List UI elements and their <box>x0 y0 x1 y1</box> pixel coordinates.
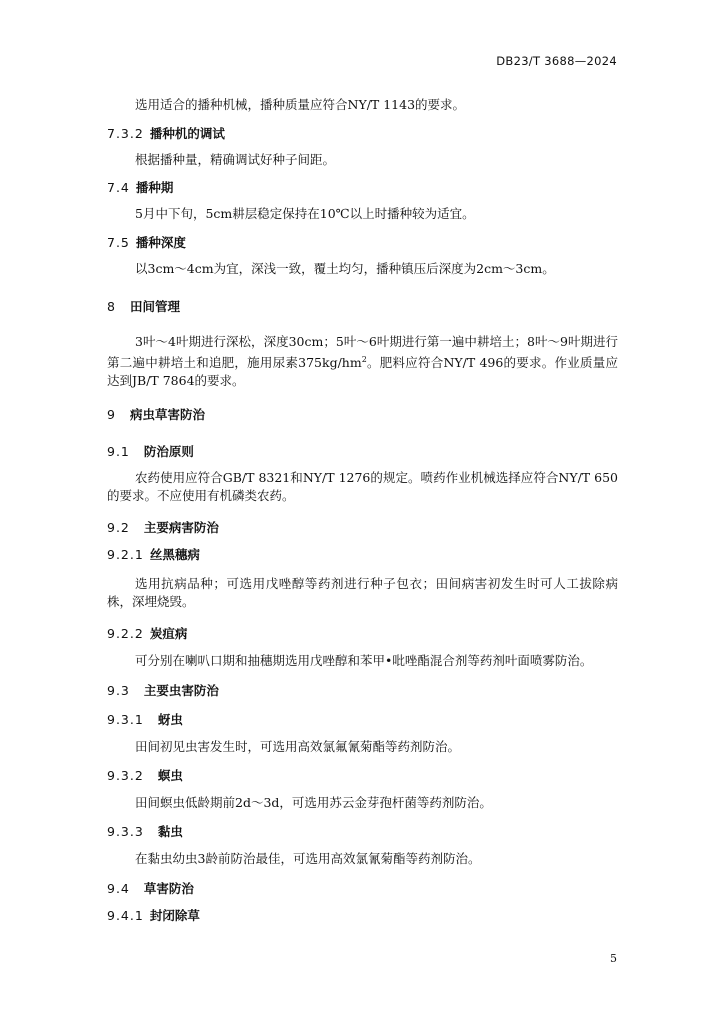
section-heading-9-1 <box>107 442 618 460</box>
section-heading-8 <box>107 297 618 315</box>
paragraph-text: 田间螟虫低龄期前2d～3d，可选用苏云金芽孢杆菌等药剂防治。 <box>135 795 492 810</box>
section-heading-7-3-2 <box>107 124 618 142</box>
section-heading-9-3-3 <box>107 822 618 840</box>
paragraph-text: 以3cm～4cm为宜，深浅一致，覆土均匀，播种镇压后深度为2cm～3cm。 <box>135 261 555 276</box>
document-code: DB23/T 3688—2024 <box>496 54 617 68</box>
paragraph-text: 选用适合的播种机械，播种质量应符合NY/T 1143的要求。 <box>135 97 466 112</box>
paragraph-text: 选用抗病品种；可选用戊唑醇等药剂进行种子包衣；田间病害初发生时可人工拔除病株，深埋烧毁。 <box>107 576 618 609</box>
heading-title: 田间管理 <box>129 299 180 314</box>
heading-number: 9.2.1 <box>107 547 144 562</box>
heading-title: 播种期 <box>135 180 174 195</box>
paragraph <box>107 260 618 278</box>
section-heading-9-3-1 <box>107 710 618 728</box>
heading-title: 黏虫 <box>157 824 183 839</box>
paragraph <box>107 333 618 390</box>
section-heading-7-4 <box>107 178 618 196</box>
heading-title: 螟虫 <box>157 768 183 783</box>
paragraph <box>107 652 618 670</box>
heading-number: 9.2 <box>107 520 130 535</box>
heading-title: 病虫草害防治 <box>129 407 205 422</box>
heading-title: 防治原则 <box>143 444 194 459</box>
heading-number: 7.3.2 <box>107 126 144 141</box>
section-heading-9-2-1 <box>107 545 618 563</box>
heading-number: 9.1 <box>107 444 130 459</box>
paragraph <box>107 96 618 114</box>
paragraph <box>107 151 618 169</box>
superscript: 2 <box>361 355 367 364</box>
paragraph-text: 可分别在喇叭口期和抽穗期选用戊唑醇和苯甲•吡唑酯混合剂等药剂叶面喷雾防治。 <box>135 653 593 668</box>
heading-title: 播种深度 <box>135 235 186 250</box>
paragraph <box>107 794 618 812</box>
heading-title: 播种机的调试 <box>149 126 225 141</box>
heading-number: 7.5 <box>107 235 130 250</box>
heading-number: 9.4.1 <box>107 908 144 923</box>
section-heading-9-2 <box>107 518 618 536</box>
paragraph-text: 田间初见虫害发生时，可选用高效氯氟氰菊酯等药剂防治。 <box>135 739 461 754</box>
section-heading-9-3 <box>107 681 618 699</box>
paragraph-text: 农药使用应符合GB/T 8321和NY/T 1276的规定。喷药作业机械选择应符合NY/T 650的要求。不应使用有机磷类农药。 <box>107 470 618 503</box>
heading-number: 9.3 <box>107 683 130 698</box>
paragraph <box>107 205 618 223</box>
paragraph-text <box>107 333 618 390</box>
heading-number: 8 <box>107 299 116 314</box>
paragraph-text: 5月中下旬，5cm耕层稳定保持在10℃以上时播种较为适宜。 <box>135 206 475 221</box>
paragraph <box>107 850 618 868</box>
section-heading-9-4-1 <box>107 906 618 924</box>
section-heading-7-5 <box>107 233 618 251</box>
heading-number: 9.3.2 <box>107 768 144 783</box>
paragraph <box>107 575 618 611</box>
section-heading-9-2-2 <box>107 624 618 642</box>
heading-number: 9.3.1 <box>107 712 144 727</box>
paragraph-text: 根据播种量，精确调试好种子间距。 <box>135 152 336 167</box>
paragraph <box>107 469 618 505</box>
paragraph-text: 在黏虫幼虫3龄前防治最佳，可选用高效氯氰菊酯等药剂防治。 <box>135 851 481 866</box>
heading-title: 主要病害防治 <box>143 520 219 535</box>
paragraph-text-part: 3叶～4叶期进行深松，深度30cm；5叶～6叶期进行第一遍中耕培土；8叶～9叶期进行第二遍中耕培土和追肥，施用尿素375kg/hm <box>107 334 618 371</box>
heading-number: 9.2.2 <box>107 626 144 641</box>
page-number: 5 <box>610 952 617 965</box>
heading-title: 主要虫害防治 <box>143 683 219 698</box>
heading-number: 9.3.3 <box>107 824 144 839</box>
heading-title: 蚜虫 <box>157 712 183 727</box>
heading-title: 炭疽病 <box>149 626 188 641</box>
heading-number: 7.4 <box>107 180 130 195</box>
heading-number: 9.4 <box>107 881 130 896</box>
heading-title: 封闭除草 <box>149 908 200 923</box>
section-heading-9-4 <box>107 879 618 897</box>
section-heading-9 <box>107 405 618 423</box>
paragraph <box>107 738 618 756</box>
paragraph-text-part: 。肥料应符合NY/T 496的要求。作业质量应达到JB/T 7864的要求。 <box>107 355 618 389</box>
heading-title: 草害防治 <box>143 881 194 896</box>
heading-title: 丝黑穗病 <box>149 547 200 562</box>
heading-number: 9 <box>107 407 116 422</box>
section-heading-9-3-2 <box>107 766 618 784</box>
